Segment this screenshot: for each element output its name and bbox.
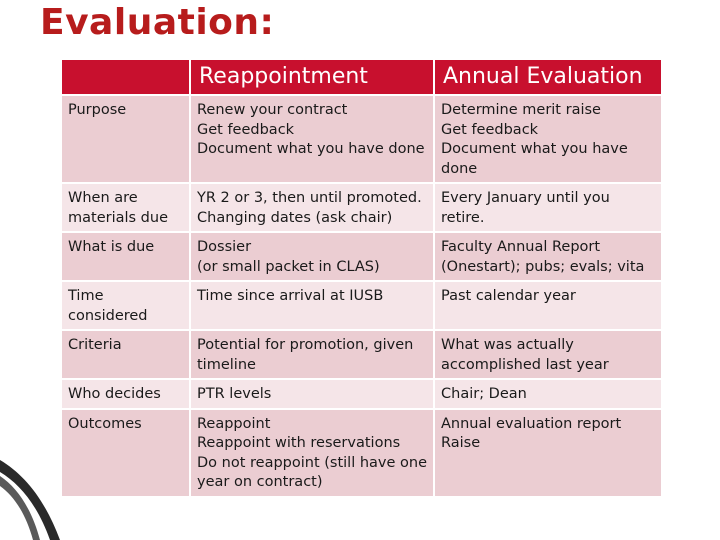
evaluation-table [60, 58, 663, 498]
cell-line: Time since arrival at IUSB [197, 288, 384, 304]
header-reappointment: Reappointment [190, 59, 434, 95]
table-row [61, 379, 662, 409]
reappointment-cell [190, 330, 434, 379]
cell-line: Do not reappoint (still have one year on contract) [197, 454, 428, 490]
cell-line: What was actually accomplished last year [441, 337, 609, 373]
row-label: Outcomes [61, 409, 190, 497]
cell-line: Raise [441, 435, 481, 451]
reappointment-cell [190, 379, 434, 409]
annual-evaluation-cell [434, 409, 662, 497]
row-label: When are materials due [61, 183, 190, 232]
slide-title: Evaluation: [40, 2, 275, 43]
table-row [61, 232, 662, 281]
header-annual-evaluation: Annual Evaluation [434, 59, 662, 95]
table-body [61, 95, 662, 497]
annual-evaluation-cell [434, 183, 662, 232]
cell-line: Past calendar year [441, 288, 576, 304]
table-row [61, 95, 662, 183]
cell-line: Get feedback [197, 121, 295, 138]
cell-line: Reappoint [197, 415, 271, 432]
table-row [61, 330, 662, 379]
row-label: What is due [61, 232, 190, 281]
cell-line: Determine merit raise [441, 102, 601, 118]
row-label: Purpose [61, 95, 190, 183]
reappointment-cell [190, 183, 434, 232]
annual-evaluation-cell [434, 281, 662, 330]
cell-line: Document what you have done [197, 141, 425, 157]
cell-line: Document what you have done [441, 141, 628, 177]
reappointment-cell [190, 281, 434, 330]
annual-evaluation-cell [434, 330, 662, 379]
row-label: Criteria [61, 330, 190, 379]
cell-line: (or small packet in CLAS) [197, 258, 380, 275]
annual-evaluation-cell [434, 95, 662, 183]
table-row [61, 409, 662, 497]
cell-line: Every January until you retire. [441, 190, 610, 226]
table-row [61, 183, 662, 232]
table-header-row [61, 59, 662, 95]
header-corner-cell [61, 59, 190, 95]
cell-line: Renew your contract [197, 102, 348, 118]
row-label: Time considered [61, 281, 190, 330]
reappointment-cell [190, 232, 434, 281]
cell-line: Chair; Dean [441, 386, 527, 402]
reappointment-cell [190, 95, 434, 183]
cell-line: Annual evaluation report [441, 415, 622, 432]
reappointment-cell [190, 409, 434, 497]
row-label: Who decides [61, 379, 190, 409]
cell-line: YR 2 or 3, then until promoted. Changing dates (ask chair) [197, 190, 422, 226]
annual-evaluation-cell [434, 379, 662, 409]
cell-line: PTR levels [197, 386, 272, 402]
cell-line: Dossier [197, 239, 252, 255]
cell-line: Potential for promotion, given timeline [197, 337, 414, 373]
cell-line: Faculty Annual Report (Onestart); pubs; evals; vita [441, 239, 645, 275]
table-row [61, 281, 662, 330]
cell-line: Reappoint with reservations [197, 435, 401, 451]
annual-evaluation-cell [434, 232, 662, 281]
cell-line: Get feedback [441, 121, 539, 138]
